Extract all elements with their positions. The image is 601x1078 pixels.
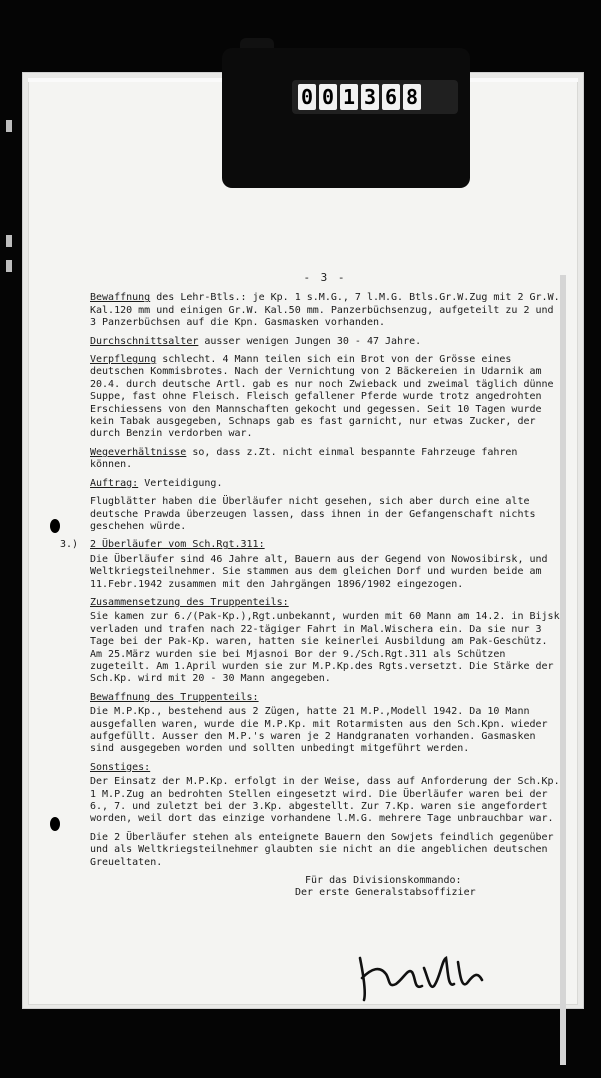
edge-mark — [6, 235, 12, 247]
section-heading — [90, 539, 560, 551]
section-3 — [60, 539, 560, 869]
paragraph-text: Verteidigung. — [138, 477, 223, 489]
edge-mark — [6, 260, 12, 272]
punch-hole — [50, 817, 60, 831]
handwritten-signature — [350, 938, 510, 1008]
counter-digit: 6 — [382, 84, 400, 110]
signature-line-1: Für das Divisionskommando: — [305, 875, 462, 887]
paragraph-composition: Sie kamen zur 6./(Pak-Kp.),Rgt.unbekannt, wurden mit 60 Mann am 14.2. in Bijsk verladen und trafen nach 22-tägiger Fahrt in Mal.Wischera ein. Da sie nur 3 Tage bei der Pak-Kp. waren, hatten sie keinerlei Ausbildung am Pak-Geschütz. Am 25.März wurden sie bei Mjasnoi Bor der 9./Sch.Rgt.311 als Schützen zugeteilt. Am 1.April wurden sie zur M.P.Kp.des Rgts.versetzt. Die Stärke der Sch.Kp. wird mit 20 - 30 Mann angegeben. — [90, 611, 560, 685]
page-number: - 3 - — [303, 271, 347, 284]
paragraph-text: schlecht. 4 Mann teilen sich ein Brot von der Grösse eines deutschen Kommisbrotes. Nach der Vernichtung von 2 Bäckereien in Udarnik am 20.4. durch deutsche Artl. gab es nur noch Zwieback und zweimal täglich dünne Suppe, fast ohne Fleisch. Fleisch gefallener Pferde wurde trotz angedrohten Erschiessens von den Mannschaften gekocht und gegessen. Seit 10 Tagen wurde kein Tabak ausgegeben, Schnaps gab es fast garnicht, nur etwas Zucker, der durch Benzin verdorben war. — [90, 354, 560, 440]
frame-counter — [222, 48, 470, 188]
paragraph-text: so, dass z.Zt. nicht einmal bespannte Fahrzeuge fahren können. — [90, 446, 524, 471]
heading: Verpflegung — [90, 354, 157, 366]
scanner-ruler — [560, 275, 566, 1065]
paragraph-text: ausser wenigen Jungen 30 - 47 Jahre. — [198, 335, 422, 347]
punch-hole — [50, 519, 60, 533]
paragraph-unit-armament: Die M.P.Kp., bestehend aus 2 Zügen, hatte 21 M.P.,Modell 1942. Da 10 Mann ausgefallen waren, wurde die M.P.Kp. mit Rotarmisten aus den Sch.Kpn. wieder aufgefüllt. Ausser den M.P.'s waren je 2 Handgranaten vorhanden. Gasmasken sind ausgegeben worden und sollten unbedingt mitgeführt werden. — [90, 706, 554, 755]
paragraph-rations — [90, 354, 560, 441]
counter-digit: 3 — [361, 84, 379, 110]
paragraph-leaflets: Flugblätter haben die Überläufer nicht gesehen, sich aber durch eine alte deutsche Prawda überzeugen lassen, dass ihnen in der Gefangenschaft nichts geschehen würde. — [90, 496, 542, 532]
edge-mark — [6, 120, 12, 132]
counter-digit: 0 — [298, 84, 316, 110]
paragraph-attitude: Die 2 Überläufer stehen als enteignete Bauern den Sowjets feindlich gegenüber und als Weltkriegsteilnehmer glaubten sie nicht an die angeblichen deutschen Greueltaten. — [90, 831, 560, 868]
signature-line-2: Der erste Generalstabsoffizier — [295, 887, 476, 899]
heading: Bewaffnung — [90, 292, 151, 304]
document-body — [60, 271, 566, 900]
heading: Durchschnittsalter — [90, 335, 199, 347]
heading: 2 Überläufer vom Sch.Rgt.311: — [90, 539, 265, 551]
paragraph-other: Der Einsatz der M.P.Kp. erfolgt in der Weise, dass auf Anforderung der Sch.Kp. 1 M.P.Zug an bedrohten Stellen eingesetzt wird. Die Überläufer waren bei der 6., 7. und zuletzt bei der 3.Kp. abgestellt. Zur 7.Kp. waren sie angefordert worden, weil dort das einzige vorhandene l.M.G. mehrere Tage unbrauchbar war. — [90, 776, 560, 825]
counter-digit: 1 — [340, 84, 358, 110]
heading: Sonstiges: — [90, 761, 151, 773]
subheading-armament — [90, 692, 560, 704]
paragraph-defectors: Die Überläufer sind 46 Jahre alt, Bauern aus der Gegend von Nowosibirsk, und Weltkriegsteilnehmer. Sie stammen aus dem gleichen Dorf und wurden beide am 11.Febr.1942 zusammen mit den Jahrgängen 1896/1902 eingezogen. — [90, 553, 554, 590]
paragraph-average-age — [90, 336, 560, 348]
paragraph-armament — [90, 292, 566, 329]
paragraph-mission — [90, 478, 560, 490]
counter-display — [292, 80, 458, 114]
subheading-other — [90, 762, 560, 774]
subheading-composition — [90, 597, 560, 609]
section-number: 3.) — [60, 539, 79, 551]
paragraph-roads — [90, 447, 560, 472]
counter-digit: 8 — [403, 84, 421, 110]
heading: Zusammensetzung des Truppenteils: — [90, 596, 289, 608]
counter-digit: 0 — [319, 84, 337, 110]
paragraph-text: des Lehr-Btls.: je Kp. 1 s.M.G., 7 l.M.G. Btls.Gr.W.Zug mit 2 Gr.W. Kal.120 mm und einigen Gr.W. Kal.50 mm. Panzerbüchsenzug, aufgeteilt zu 2 und 3 Panzerbüchsen auf die Kpn. Gasmasken vorhanden. — [90, 292, 566, 329]
heading: Auftrag: — [90, 477, 139, 489]
heading: Wegeverhältnisse — [90, 446, 187, 458]
heading: Bewaffnung des Truppenteils: — [90, 691, 259, 703]
